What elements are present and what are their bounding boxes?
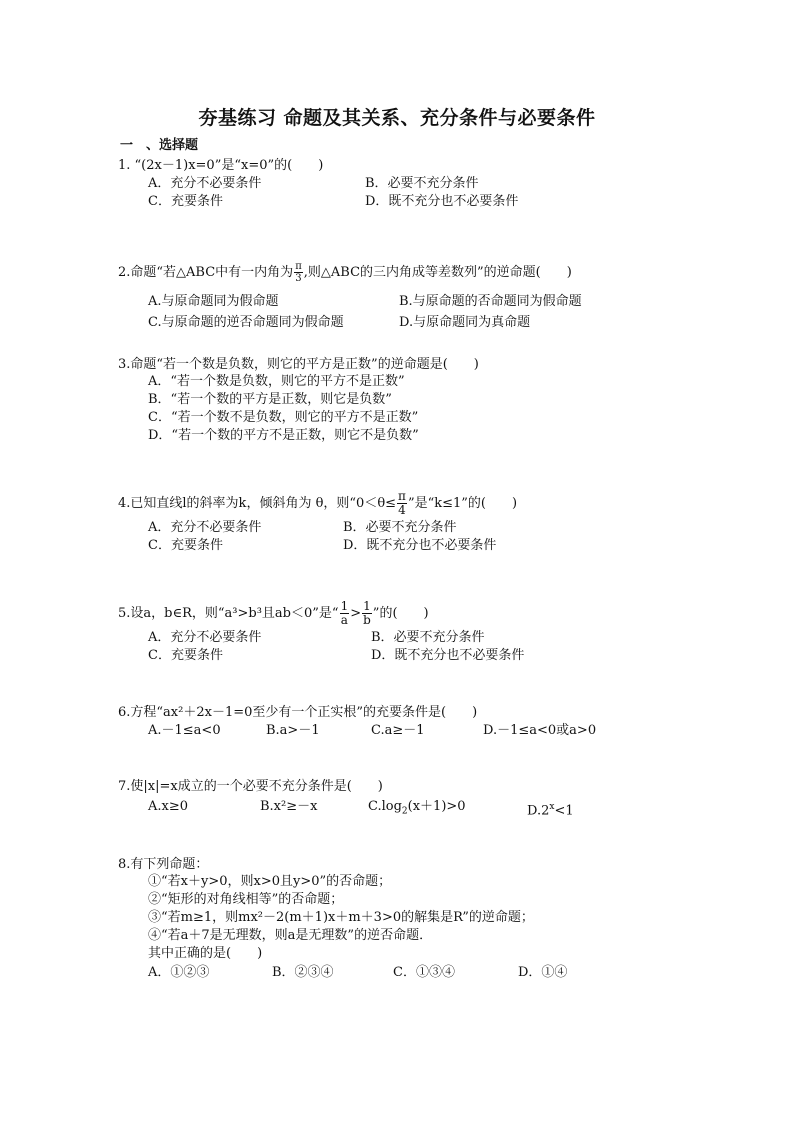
question-6-stem: 6.方程“ax²＋2x－1=0至少有一个正实根”的充要条件是( )	[118, 705, 478, 720]
fraction-denominator: 3	[295, 273, 302, 284]
question-2-fraction	[294, 261, 303, 284]
question-8-item-4: ④“若a＋7是无理数，则a是无理数”的逆否命题．	[148, 928, 433, 943]
question-3-option-b: B．“若一个数的平方是正数，则它是负数”	[148, 392, 392, 407]
question-8-option-c: C．①③④	[393, 965, 455, 980]
question-5-option-a: A．充分不必要条件	[148, 630, 262, 645]
question-7-stem: 7.使|x|=x成立的一个必要不充分条件是( )	[118, 779, 383, 794]
question-2-option-d: D.与原命题同为真命题	[399, 315, 531, 330]
question-7-option-d	[527, 798, 574, 820]
question-2-option-a: A.与原命题同为假命题	[148, 294, 279, 309]
section-heading: 一 、选择题	[120, 138, 199, 153]
fraction-denominator: a	[340, 613, 348, 627]
question-4-stem-start: 4.已知直线l的斜率为k，倾斜角为 θ，则“0＜θ≤	[118, 496, 397, 511]
option-d-rest: <1	[554, 803, 574, 819]
question-1-stem: 1. “(2x－1)x=0”是“x=0”的( )	[118, 158, 324, 173]
question-2-option-b: B.与原命题的否命题同为假命题	[399, 294, 582, 309]
question-8-option-a: A．①②③	[148, 965, 210, 980]
question-2-option-c: C.与原命题的逆否命题同为假命题	[148, 315, 344, 330]
question-1-option-b: B．必要不充分条件	[365, 176, 479, 191]
greater-than-sign: >	[350, 606, 362, 621]
question-5-stem-start: 5.设a，b∈R，则“a³>b³且ab＜0”是“	[118, 606, 339, 621]
question-6-option-b: B.a>－1	[266, 723, 320, 738]
question-1-option-d: D．既不充分也不必要条件	[365, 194, 519, 209]
question-4-stem	[118, 490, 517, 517]
question-5-stem	[118, 600, 429, 627]
fraction-numerator: π	[398, 489, 406, 503]
question-8-stem: 8.有下列命题：	[118, 857, 209, 872]
question-5-option-b: B．必要不充分条件	[371, 630, 485, 645]
question-8-option-d: D．①④	[518, 965, 568, 980]
question-2-stem-end: ,则△ABC的三内角成等差数列”的逆命题( )	[303, 265, 572, 280]
fraction-denominator: b	[363, 613, 371, 627]
option-c-log-base: 2	[401, 806, 408, 817]
fraction-numerator: 1	[363, 599, 371, 613]
question-4-fraction	[397, 490, 407, 517]
fraction-numerator: 1	[340, 599, 349, 613]
question-6-option-d: D.－1≤a<0或a>0	[483, 723, 597, 738]
page-title: 夯基练习 命题及其关系、充分条件与必要条件	[198, 107, 596, 129]
question-5-option-d: D．既不充分也不必要条件	[371, 648, 525, 663]
question-7-option-b: B.x²≥－x	[260, 799, 318, 814]
question-4-option-d: D．既不充分也不必要条件	[343, 538, 497, 553]
question-3-option-a: A．“若一个数是负数，则它的平方不是正数”	[148, 374, 405, 389]
question-6-option-c: C.a≥－1	[371, 723, 425, 738]
question-2-stem-start: 2.命题“若△ABC中有一内角为	[118, 265, 294, 280]
option-d-exponent: x	[549, 802, 555, 812]
question-1-option-c: C．充要条件	[148, 194, 223, 209]
fraction-numerator: π	[295, 261, 302, 272]
question-8-item-2: ②“矩形的对角线相等”的否命题；	[148, 892, 344, 907]
question-6-option-a: A.－1≤a<0	[148, 723, 221, 738]
question-8-item-1: ①“若x＋y>0，则x>0且y>0”的否命题；	[148, 874, 392, 889]
question-1-option-a: A．充分不必要条件	[148, 176, 262, 191]
question-7-option-a: A.x≥0	[148, 799, 189, 814]
question-8-item-3: ③“若m≥1，则mx²－2(m＋1)x＋m＋3>0的解集是R”的逆命题；	[148, 910, 534, 925]
question-4-option-b: B．必要不充分条件	[343, 520, 457, 535]
option-c-rest: (x＋1)>0	[407, 799, 466, 814]
question-5-stem-end: ”的( )	[372, 606, 429, 621]
question-8-option-b: B．②③④	[272, 965, 334, 980]
question-5-fraction-1	[340, 600, 350, 627]
question-3-option-c: C．“若一个数不是负数，则它的平方不是正数”	[148, 410, 419, 425]
question-5-fraction-2	[362, 600, 372, 627]
question-3-stem: 3.命题“若一个数是负数，则它的平方是正数”的逆命题是( )	[118, 357, 479, 372]
option-c-log: C.log	[368, 799, 402, 814]
question-3-option-d: D．“若一个数的平方不是正数，则它不是负数”	[148, 428, 419, 443]
question-2-stem	[118, 261, 572, 284]
question-4-option-a: A．充分不必要条件	[148, 520, 262, 535]
question-5-option-c: C．充要条件	[148, 648, 223, 663]
fraction-denominator: 4	[398, 503, 406, 517]
question-7-option-c	[368, 798, 466, 821]
question-4-stem-end: ”是“k≤1”的( )	[407, 496, 518, 511]
question-8-ask: 其中正确的是( )	[148, 946, 263, 961]
question-4-option-c: C．充要条件	[148, 538, 223, 553]
option-d-base: D.2	[527, 803, 550, 819]
